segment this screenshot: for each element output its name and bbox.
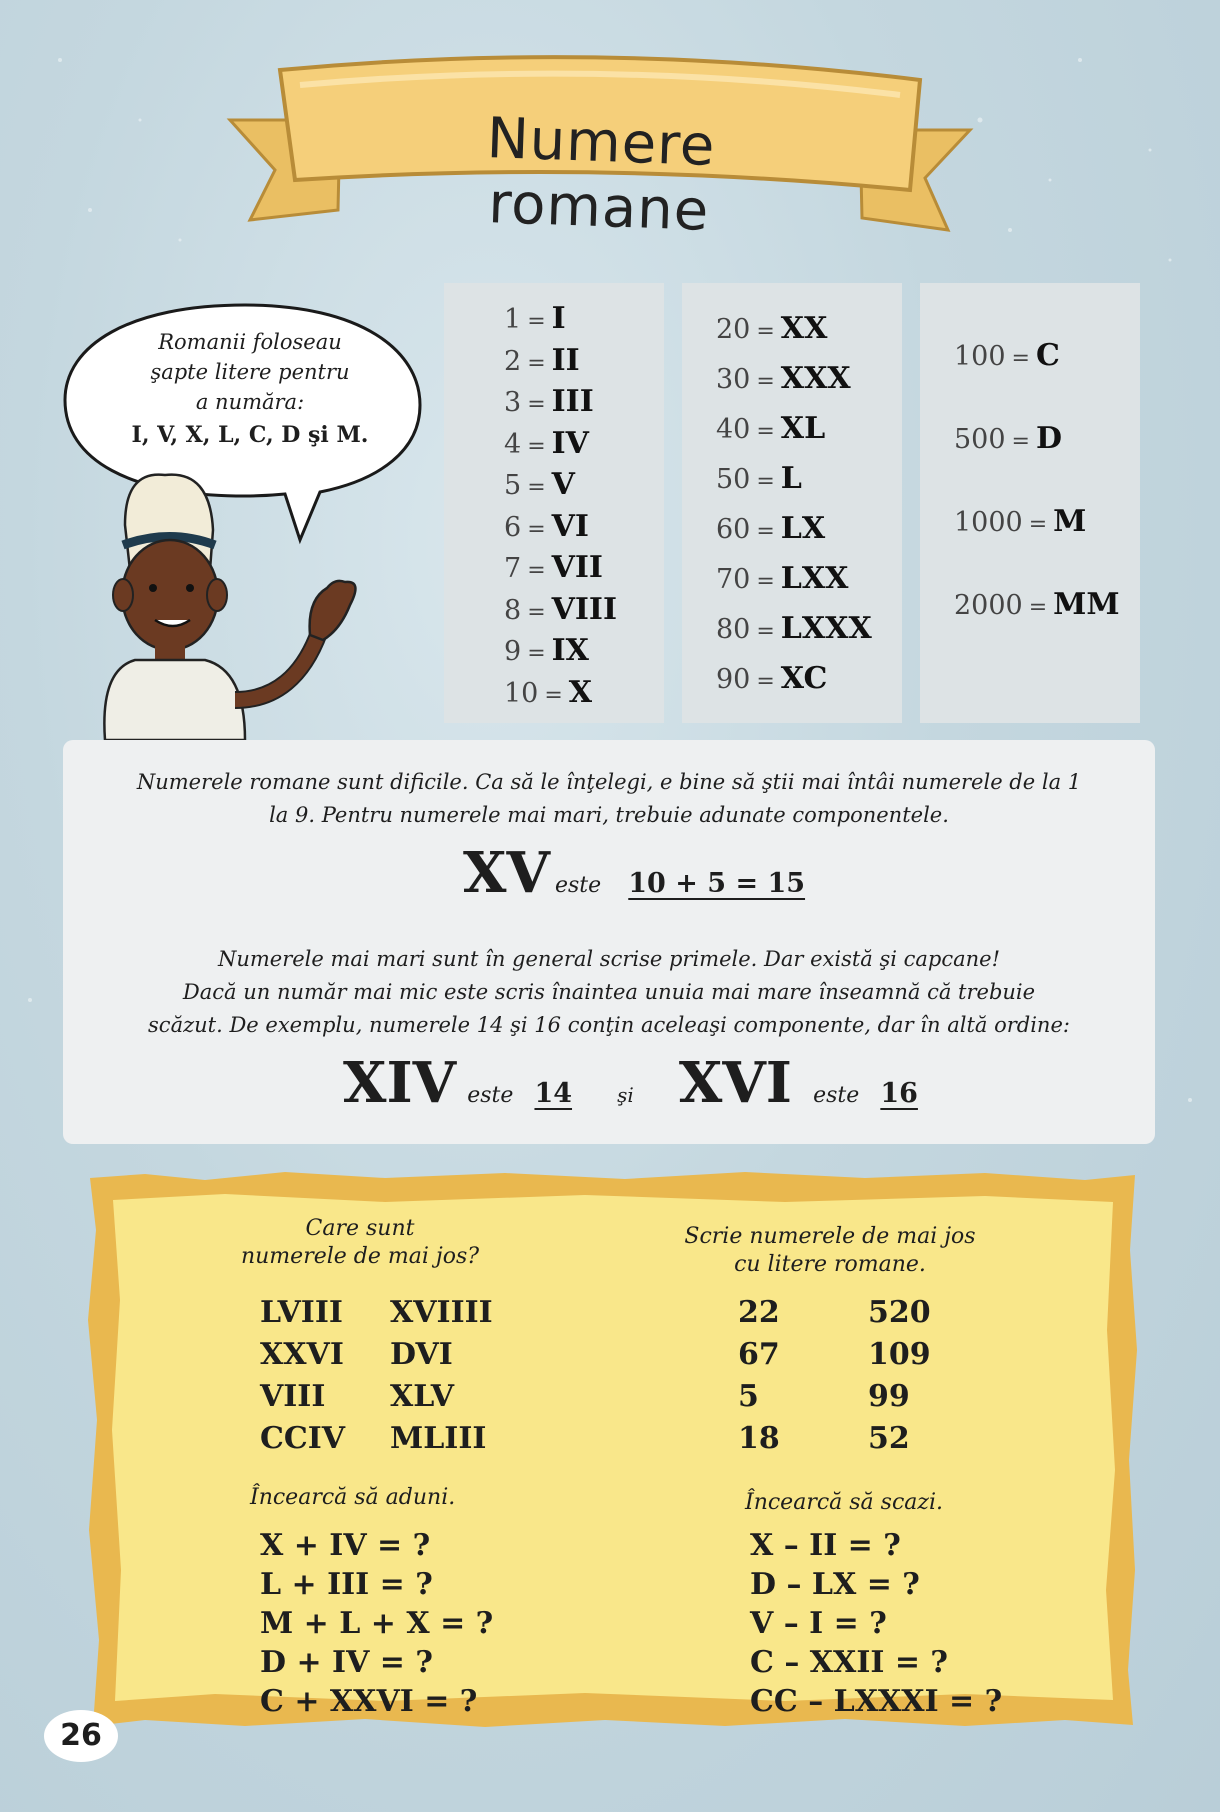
equals-sign: =: [756, 569, 775, 594]
sub-exercise: CC – LXXXI = ?: [750, 1684, 1003, 1719]
roman-numeral: LXX: [780, 561, 849, 596]
sub-exercise: V – I = ?: [750, 1606, 887, 1641]
arabic-number: 6: [504, 511, 522, 543]
numeral-row: [504, 633, 589, 668]
arabic-number: 2: [504, 345, 522, 377]
arabic-number: 3: [504, 387, 522, 418]
roman-numeral: IV: [551, 425, 589, 461]
page-number: 26: [44, 1710, 118, 1762]
numeral-row: [954, 504, 1086, 539]
numeral-row: [504, 467, 575, 502]
number-item: 99: [868, 1379, 910, 1414]
explain-p2-line1: Numerele mai mari sunt în general scrise primele. Dar există şi capcane!: [217, 947, 1001, 971]
equals-sign: =: [1028, 595, 1048, 620]
numeral-row: [504, 550, 603, 585]
numeral-row: [716, 511, 825, 546]
roman-numeral: VI: [551, 508, 589, 544]
example-value-1: 14: [534, 1078, 573, 1109]
left-heading-line2: numerele de mai jos?: [240, 1244, 480, 1269]
roman-numeral: L: [780, 461, 802, 496]
arabic-number: 4: [504, 428, 522, 460]
equals-sign: =: [756, 319, 775, 344]
numeral-row: [504, 343, 580, 378]
roman-item: XLV: [390, 1379, 455, 1414]
sub-exercise: C – XXII = ?: [750, 1645, 948, 1680]
example-este-2: este: [813, 1083, 860, 1108]
explanation-box: [63, 740, 1155, 1144]
equals-sign: =: [1011, 346, 1030, 371]
left-heading-line1: Care sunt: [305, 1216, 415, 1241]
example-roman: XV: [463, 840, 550, 906]
equals-sign: =: [527, 350, 546, 376]
number-item: 22: [738, 1295, 780, 1330]
right-heading-line2: cu litere romane.: [734, 1252, 926, 1277]
roman-numeral: IX: [551, 633, 589, 668]
roman-numeral: MM: [1053, 587, 1120, 622]
arabic-number: 9: [504, 636, 522, 667]
example-value: 10 + 5 = 15: [628, 868, 806, 899]
girl-illustration: [95, 470, 405, 740]
add-exercise: X + IV = ?: [260, 1528, 431, 1563]
equals-sign: =: [1028, 512, 1048, 537]
number-item: 52: [868, 1421, 910, 1456]
numeral-row: [716, 411, 825, 446]
arabic-number: 90: [716, 664, 751, 695]
arabic-number: 7: [504, 553, 522, 584]
explain-p1-line2: la 9. Pentru numerele mai mari, trebuie adunate componentele.: [269, 803, 949, 827]
title-banner: [220, 40, 980, 260]
roman-numeral: III: [551, 384, 594, 419]
example-este-1: este: [467, 1083, 514, 1108]
arabic-number: 80: [716, 614, 751, 645]
numbers-table-1-10: [444, 283, 664, 723]
numeral-row: [954, 338, 1060, 373]
example-xv: [463, 840, 805, 906]
roman-item: XXVI: [260, 1337, 344, 1372]
equals-sign: =: [756, 419, 775, 444]
equals-sign: =: [1011, 429, 1030, 454]
roman-numeral: VII: [551, 550, 603, 585]
arabic-number: 1: [504, 304, 522, 335]
number-item: 5: [738, 1379, 759, 1414]
roman-numeral: C: [1035, 338, 1060, 373]
roman-item: VIII: [260, 1379, 326, 1414]
roman-numeral: II: [551, 342, 580, 378]
explain-p2-line2: Dacă un număr mai mic este scris înaintea unuia mai mare înseamnă că trebuie: [182, 980, 1036, 1004]
equals-sign: =: [544, 682, 563, 708]
roman-numeral: I: [551, 301, 566, 336]
roman-numeral: LX: [780, 511, 826, 546]
bubble-line-2: şapte litere pentru: [150, 360, 350, 384]
example-roman-1: XIV: [343, 1050, 457, 1116]
example-xiv-xvi: [343, 1050, 918, 1116]
example-este: este: [555, 873, 602, 898]
arabic-number: 8: [504, 594, 522, 626]
equals-sign: =: [527, 599, 546, 625]
numeral-row: [716, 561, 848, 596]
arabic-number: 10: [504, 677, 539, 709]
equals-sign: =: [527, 475, 546, 500]
equals-sign: =: [756, 469, 775, 494]
explain-p1-line1: Numerele romane sunt dificile. Ca să le înţelegi, e bine să ştii mai întâi numerele de la 1: [136, 770, 1082, 794]
bubble-line-1: Romanii foloseau: [158, 330, 342, 354]
sub-heading: Încearcă să scazi.: [745, 1490, 944, 1515]
roman-item: LVIII: [260, 1295, 343, 1330]
numeral-row: [954, 421, 1062, 456]
add-exercise: L + III = ?: [260, 1567, 433, 1602]
number-item: 109: [868, 1337, 931, 1372]
numbers-table-20-90: [682, 283, 902, 723]
numeral-row: [716, 661, 827, 696]
page-title: Numere romane: [485, 106, 717, 244]
example-si: şi: [617, 1083, 634, 1107]
arabic-number: 20: [716, 314, 751, 345]
number-item: 520: [868, 1295, 931, 1330]
roman-item: MLIII: [390, 1421, 487, 1456]
number-item: 18: [738, 1421, 780, 1456]
equals-sign: =: [756, 619, 775, 644]
add-exercise: D + IV = ?: [260, 1645, 433, 1680]
arabic-number: 50: [716, 464, 751, 495]
numeral-row: [716, 361, 851, 396]
equals-sign: =: [527, 641, 546, 666]
bubble-line-3: a număra:: [195, 390, 305, 414]
roman-numeral: M: [1053, 504, 1087, 539]
equals-sign: =: [756, 369, 775, 394]
equals-sign: =: [756, 669, 775, 694]
number-item: 67: [738, 1337, 780, 1372]
arabic-number: 5: [504, 470, 522, 501]
numeral-row: [504, 675, 592, 710]
sub-exercise: X – II = ?: [750, 1528, 901, 1563]
roman-numeral: X: [568, 674, 593, 710]
numeral-row: [716, 611, 872, 646]
add-exercise: C + XXVI = ?: [260, 1684, 478, 1719]
roman-numeral: VIII: [551, 591, 618, 627]
example-roman-2: XVI: [678, 1050, 792, 1116]
equals-sign: =: [527, 433, 546, 459]
roman-numeral: LXXX: [780, 611, 872, 646]
numeral-row: [504, 509, 589, 544]
arabic-number: 40: [716, 414, 751, 445]
sub-exercise: D – LX = ?: [750, 1567, 920, 1602]
arabic-number: 100: [954, 341, 1006, 372]
equals-sign: =: [527, 392, 546, 417]
arabic-number: 500: [954, 424, 1006, 455]
equals-sign: =: [756, 519, 775, 544]
numeral-row: [504, 592, 617, 627]
numeral-row: [716, 461, 802, 496]
explain-p2-line3: scăzut. De exemplu, numerele 14 şi 16 conţin aceleaşi componente, dar în altă ordine:: [148, 1013, 1070, 1037]
numeral-row: [716, 311, 827, 346]
numeral-row: [504, 426, 589, 461]
equals-sign: =: [527, 516, 546, 542]
numeral-row: [504, 384, 594, 419]
arabic-number: 70: [716, 564, 751, 595]
roman-item: XVIIII: [390, 1295, 493, 1330]
arabic-number: 2000: [954, 590, 1023, 621]
add-exercise: M + L + X = ?: [260, 1606, 494, 1641]
arabic-number: 1000: [954, 507, 1023, 538]
roman-item: CCIV: [260, 1421, 346, 1456]
roman-item: DVI: [390, 1337, 453, 1372]
arabic-number: 60: [716, 514, 751, 545]
equals-sign: =: [527, 558, 546, 583]
bubble-letters: I, V, X, L, C, D şi M.: [131, 422, 369, 448]
equals-sign: =: [527, 309, 546, 334]
exercises-parchment: [85, 1170, 1140, 1730]
add-heading: Încearcă să aduni.: [250, 1485, 456, 1510]
right-heading-line1: Scrie numerele de mai jos: [684, 1224, 976, 1249]
roman-numeral: XXX: [780, 361, 851, 396]
numeral-row: [954, 587, 1120, 622]
roman-numeral: XL: [780, 411, 826, 446]
roman-numeral: V: [551, 467, 575, 502]
numeral-row: [504, 301, 566, 336]
numbers-table-100-2000: [920, 283, 1140, 723]
roman-numeral: XC: [780, 661, 828, 696]
example-value-2: 16: [880, 1078, 918, 1109]
roman-numeral: D: [1035, 421, 1062, 456]
roman-numeral: XX: [780, 311, 828, 346]
arabic-number: 30: [716, 364, 751, 395]
